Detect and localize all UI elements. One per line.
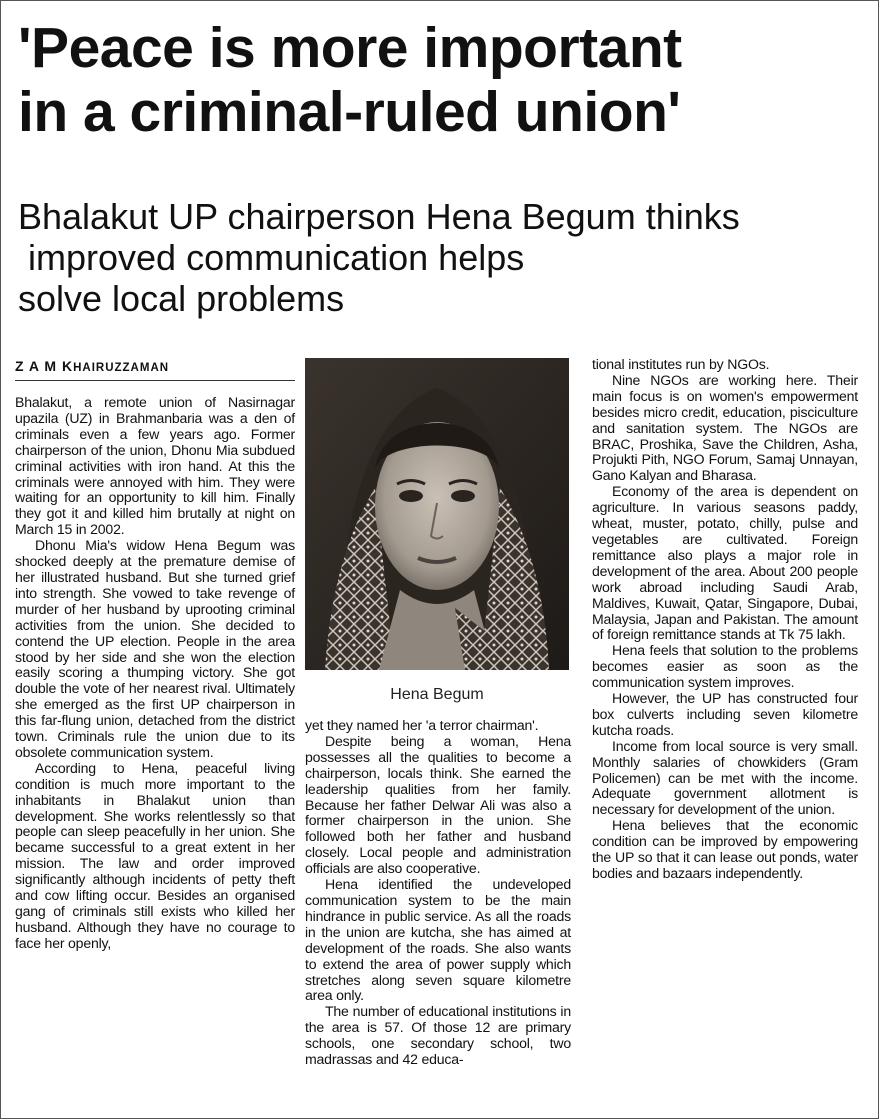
byline-initials: Z A M: [15, 358, 62, 374]
subhead-line-2: improved communication helps: [18, 237, 525, 278]
column-1: [15, 395, 295, 952]
paragraph: Economy of the area is dependent on agriculture. In various seasons paddy, wheat, muster, potato, chilly, pulse and vegetables are cultivated. Foreign remittance also plays a major role in development of the area. About 200 people work abroad including Saudi Arab, Maldives, Kuwait, Qatar, Singapore, Dubai, Malaysia, Japan and Pakistan. The amount of foreign remittance stands at Tk 75 lakh.: [592, 483, 858, 643]
byline-k: K: [61, 358, 74, 374]
paragraph: Nine NGOs are working here. Their main focus is on women's empowerment besides micro credit, education, pisciculture and sanitation system. The NGOs are BRAC, Proshika, Save the Children, Asha, Projukti Pith, NGO Forum, Samaj Unnayan, Gano Kalyan and Bharasa.: [592, 371, 858, 484]
paragraph: The number of educational institutions in the area is 57. Of those 12 are primary schools, one secondary school, two madrassas and 42 educa-: [305, 1003, 571, 1068]
photo-caption: Hena Begum: [390, 686, 484, 703]
portrait-photo: [305, 358, 569, 670]
subhead-line-3: solve local problems: [18, 278, 345, 319]
paragraph: However, the UP has constructed four box culverts including seven kilometre kutcha roads.: [592, 690, 858, 738]
portrait-image: [305, 358, 569, 670]
headline-line-1: 'Peace is more important: [18, 16, 682, 80]
paragraph: Dhonu Mia's widow Hena Begum was shocked deeply at the premature demise of her illustrated husband. But she turned grief into strength. She vowed to take revenge of murder of her husband by uprooting criminal activities from the union. She decided to contend the UP election. People in the area stood by her side and she won the election easily scoring a thumping victory. She got double the vote of her nearest rival. Ultimately she emerged as the first UP chairperson in this far-flung union, detached from the district town. Criminals rule the union due to its obsolete communication system.: [15, 537, 295, 760]
column-3: [592, 357, 858, 882]
column-2: [305, 718, 571, 1068]
paragraph: Despite being a woman, Hena possesses all the qualities to become a chairperson, locals think. She earned the leadership qualities from her family. Because her father Delwar Ali was also a former chairperson in the union. She followed both her father and husband closely. Local people and administration officials are also cooperative.: [305, 732, 571, 877]
paragraph: Hena feels that solution to the problems becomes easier as soon as the communication system improves.: [592, 642, 858, 691]
headline-line-2: in a criminal-ruled union': [18, 80, 681, 144]
paragraph: According to Hena, peaceful living condition is much more important to the inhabitants in Bhalakut union than development. She works relentlessly so that people can sleep peacefully in her union. She became successful to a great extent in her mission. The law and order improved significantly although incidents of petty theft and cow lifting occur. Besides an organised gang of criminals still exists who killed her husband. Although they have no courage to face her openly,: [15, 759, 295, 951]
paragraph: Bhalakut, a remote union of Nasirnagar upazila (UZ) in Brahmanbaria was a den of criminals even a few years ago. Former chairperson of the union, Dhonu Mia subdued criminal activities with iron hand. At this the criminals were annoyed with him. They were waiting for an opportunity to kill him. Finally they got it and killed him brutally at night on March 15 in 2002.: [15, 394, 295, 538]
paragraph: tional institutes run by NGOs.: [592, 356, 770, 372]
paragraph: yet they named her 'a terror chairman'.: [305, 717, 539, 733]
byline: [15, 358, 295, 381]
paragraph: Hena identified the undeveloped communication system to be the main hindrance in public service. As all the roads in the union are kutcha, she has aimed at development of the roads. She also wants to extend the area of power supply which stretches along seven square kilometre area only.: [305, 876, 571, 1004]
paragraph: Hena believes that the economic condition can be improved by empowering the UP so that it can lease out ponds, water bodies and bazaars independently.: [592, 817, 858, 881]
subhead-line-1: Bhalakut UP chairperson Hena Begum thinks: [18, 196, 740, 237]
paragraph: Income from local source is very small. Monthly salaries of chowkiders (Gram Policemen) can be met with the income. Adequate government allotment is necessary for development of the union.: [592, 737, 858, 818]
headline: [18, 16, 868, 144]
byline-surname: HAIRUZZAMAN: [73, 362, 170, 374]
subheadline: [18, 196, 868, 319]
